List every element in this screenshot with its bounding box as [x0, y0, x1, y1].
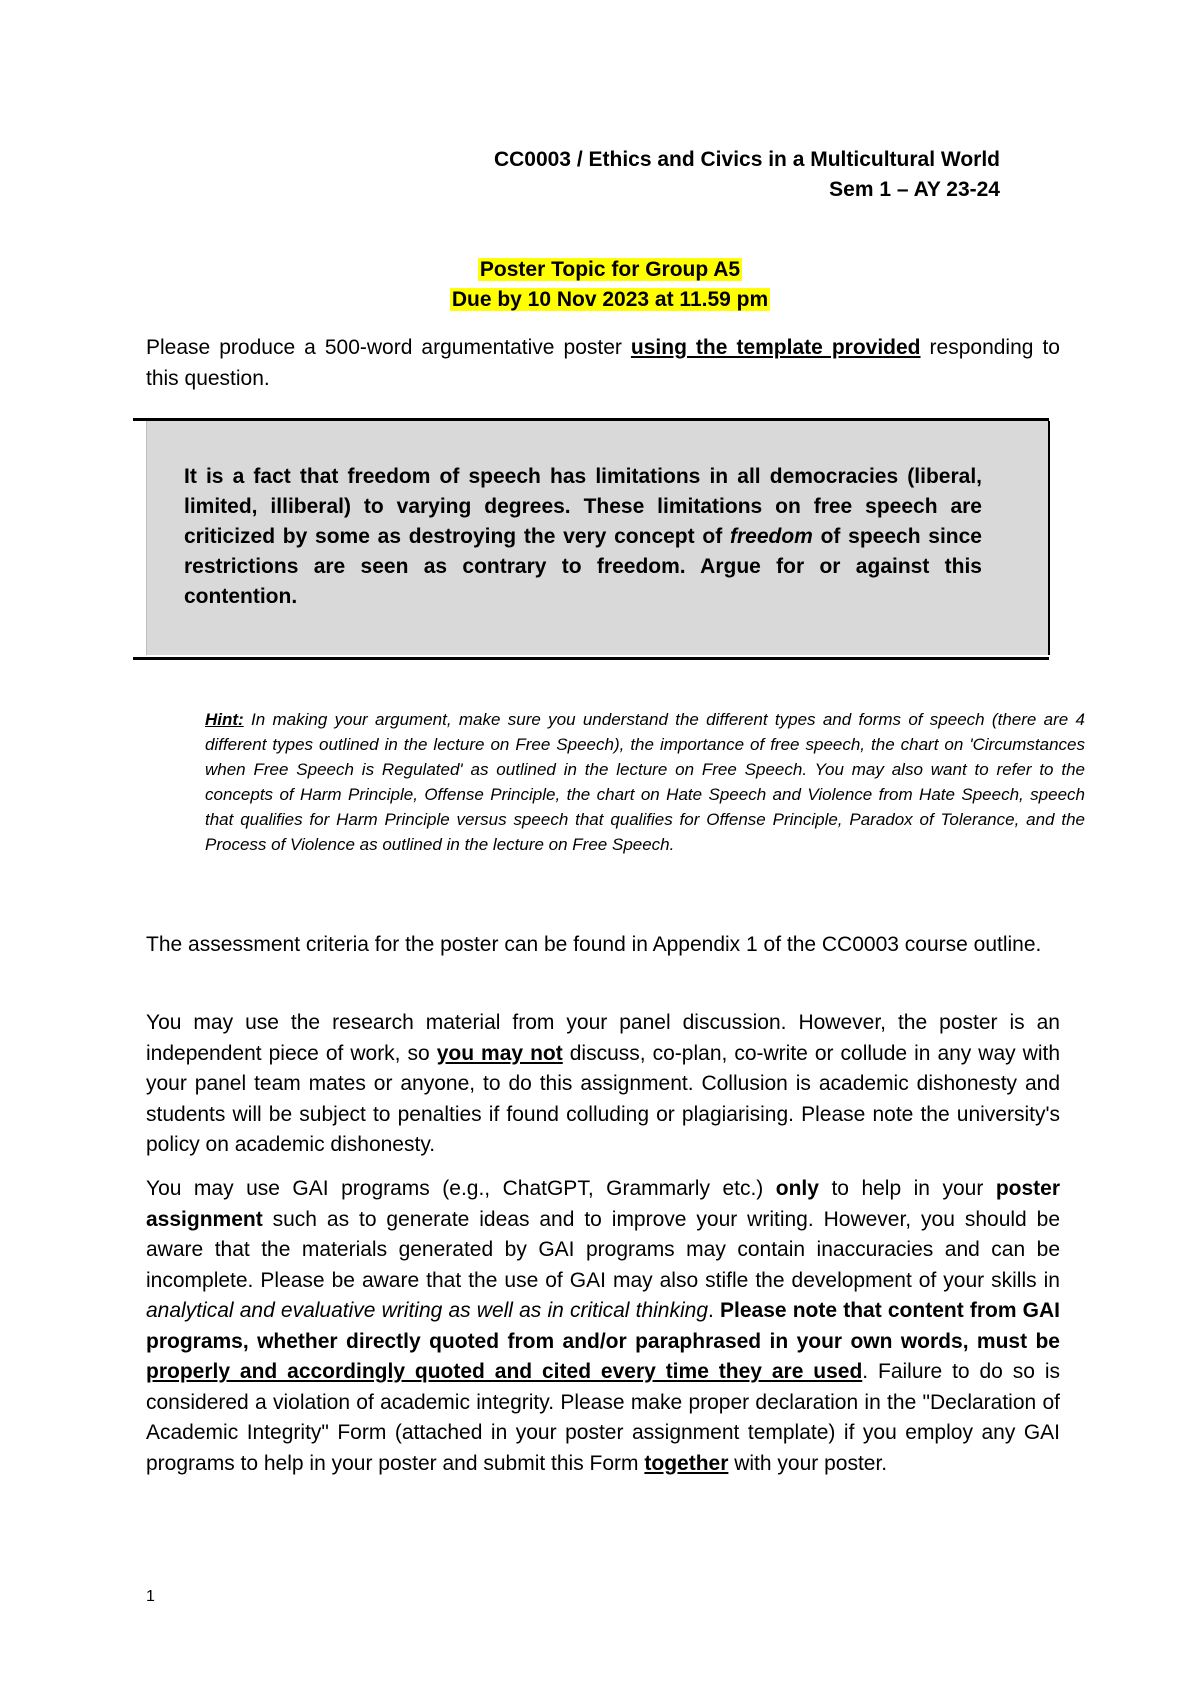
gai-properly-quoted-emphasis: properly and accordingly quoted and cited every time they are used: [146, 1360, 863, 1383]
poster-topic-title-text: Poster Topic for Group A5: [479, 258, 741, 281]
intro-text-before: Please produce a 500-word argumentative poster: [146, 336, 631, 359]
gai-text-6: with your poster.: [728, 1451, 888, 1475]
question-box-shading: [146, 421, 1050, 655]
gai-text-2: to help in your: [818, 1177, 996, 1200]
page-number: 1: [146, 1588, 155, 1605]
semester-label: Sem 1 – AY 23-24: [829, 178, 1000, 201]
you-may-not-emphasis: you may not: [436, 1041, 563, 1065]
template-emphasis: using the template provided: [630, 336, 921, 359]
question-italic-freedom: freedom: [729, 525, 813, 548]
gai-text-5: . Failure to do so is considered a violation of academic integrity. Please make proper declaration in the "Declaration of Academic Integrity" Form (attached in your poster assignment template) if you employ any GAI programs to help in your poster and submit this Form: [146, 1360, 1060, 1475]
due-date: [0, 288, 1200, 312]
gai-text-3: such as to generate ideas and to improve your writing. However, you should be aware that the materials generated by GAI programs may contain inaccuracies and can be incomplete. Please be aware that the use of GAI may also stifle the development of your skills in: [146, 1207, 1060, 1292]
gai-text-1: You may use GAI programs (e.g., ChatGPT, Grammarly etc.): [146, 1177, 776, 1200]
due-date-text: Due by 10 Nov 2023 at 11.59 pm: [451, 288, 769, 311]
poster-topic-title: [0, 258, 1200, 282]
hint-text: In making your argument, make sure you understand the different types and forms of speech (there are 4 different types outlined in the lecture on Free Speech), the importance of free speech, the chart on 'Circumstances when Free Speech is Regulated' as outlined in the lecture on Free Speech. You may also want to refer to the concepts of Harm Principle, Offense Principle, the chart on Hate Speech and Violence from Hate Speech, speech that qualifies for Harm Principle versus speech that qualifies for Offense Principle, Paradox of Tolerance, and the Process of Violence as outlined in the lecture on Free Speech.: [205, 710, 1085, 854]
question-part1: It is a fact that freedom of speech has limitations in all democracies (liberal, limited, illiberal) to varying degrees. These limitations on free speech are criticized by some as destroying the very concept of: [184, 465, 982, 548]
hint-label: Hint:: [205, 710, 244, 729]
course-title: CC0003 / Ethics and Civics in a Multicultural World: [493, 148, 1000, 171]
research-paragraph: [146, 1008, 1060, 1161]
gai-paragraph: [146, 1174, 1060, 1479]
gai-italic-skills: analytical and evaluative writing as well as in critical thinking: [146, 1299, 709, 1322]
gai-together-emphasis: together: [644, 1451, 729, 1475]
gai-text-4: .: [708, 1299, 721, 1322]
gai-poster-assignment-emphasis: poster assignment: [146, 1177, 1060, 1231]
question-box: [133, 418, 1049, 660]
gai-citation-notice: Please note that content from GAI programs, whether directly quoted from and/or paraphrased in your own words, must be: [146, 1299, 1061, 1353]
question-text: [184, 462, 982, 612]
intro-text-after: responding to this question.: [146, 336, 1060, 390]
research-text-after: discuss, co-plan, co-write or collude in any way with your panel team mates or anyone, to do this assignment. Collusion is academic dishonesty and students will be subject to penalties if found colluding or plagiarising. Please note the university's policy on academic dishonesty.: [146, 1041, 1060, 1156]
assessment-paragraph: The assessment criteria for the poster can be found in Appendix 1 of the CC0003 course outline.: [146, 933, 1042, 956]
hint-paragraph: [205, 707, 1085, 857]
intro-paragraph: [146, 333, 1060, 394]
gai-only-emphasis: only: [775, 1177, 819, 1200]
question-part2: of speech since restrictions are seen as contrary to freedom. Argue for or against this contention.: [184, 525, 982, 608]
question-box-bottom-border: [133, 657, 1049, 660]
research-text-before: You may use the research material from your panel discussion. However, the poster is an independent piece of work, so: [146, 1011, 1060, 1065]
